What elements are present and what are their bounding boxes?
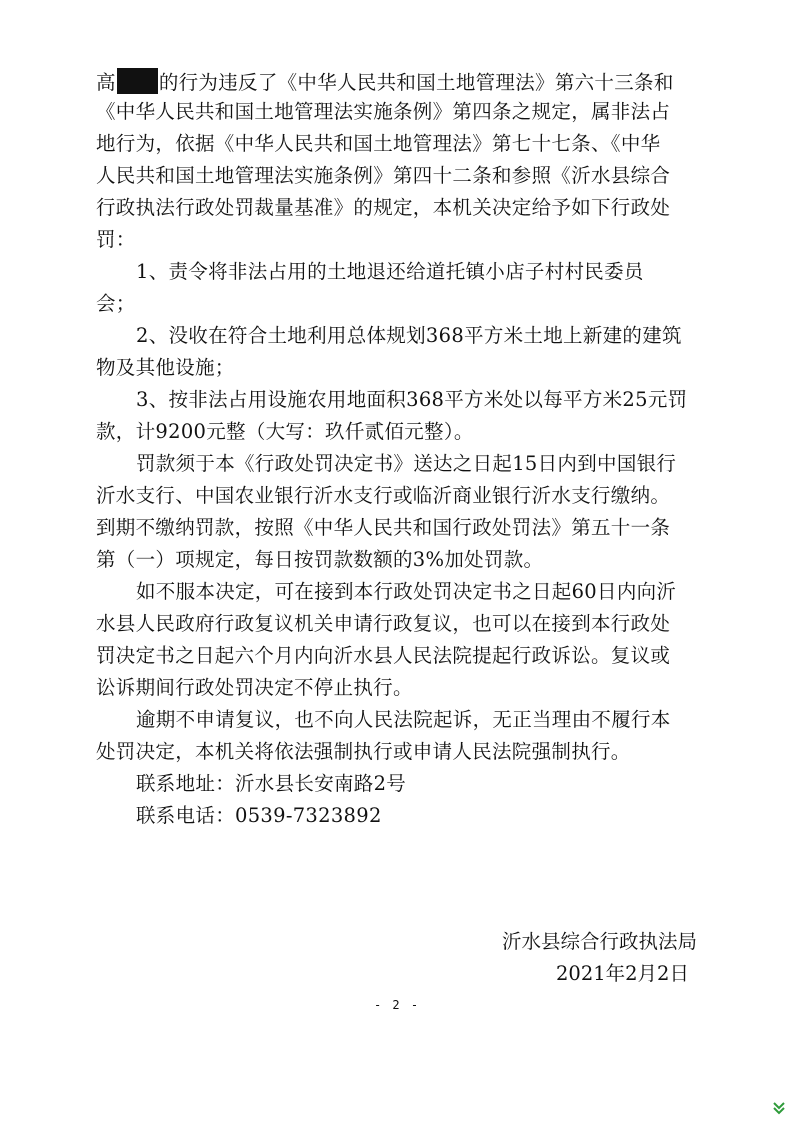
enforcement-paragraph-line-1: 逾期不申请复议，也不向人民法院起诉，无正当理由不履行本 [136, 708, 671, 731]
list-item-3-cont: 款，计9200元整（大写：玖仟贰佰元整）。 [96, 420, 474, 443]
page-number: - 2 - [373, 998, 421, 1012]
appeal-paragraph-line-4: 讼诉期间行政处罚决定不停止执行。 [96, 676, 413, 699]
paragraph-line-3: 地行为，依据《中华人民共和国土地管理法》第七十七条、《中华 [96, 132, 661, 155]
appeal-paragraph-line-2: 水县人民政府行政复议机关申请行政复议，也可以在接到本行政处 [96, 612, 671, 635]
paragraph-line-5: 行政执法行政处罚裁量基准》的规定，本机关决定给予如下行政处 [96, 196, 671, 219]
issue-date: 2021年2月2日 [556, 962, 689, 985]
payment-paragraph-line-2: 沂水支行、中国农业银行沂水支行或临沂商业银行沂水支行缴纳。 [96, 484, 671, 507]
issuing-organization: 沂水县综合行政执法局 [502, 930, 698, 953]
paragraph-line-1 [96, 68, 674, 95]
paragraph-line-2: 《中华人民共和国土地管理法实施条例》第四条之规定，属非法占 [96, 100, 671, 123]
enforcement-paragraph-line-2: 处罚决定，本机关将依法强制执行或申请人民法院强制执行。 [96, 740, 631, 763]
redaction-block [117, 68, 158, 94]
list-item-1-cont: 会； [96, 292, 136, 315]
list-item-2: 2、没收在符合土地利用总体规划368平方米土地上新建的建筑 [136, 324, 682, 347]
payment-paragraph-line-3: 到期不缴纳罚款，按照《中华人民共和国行政处罚法》第五十一条 [96, 516, 671, 539]
payment-paragraph-line-1: 罚款须于本《行政处罚决定书》送达之日起15日内到中国银行 [136, 452, 677, 475]
list-item-1: 1、责令将非法占用的土地退还给道托镇小店子村村民委员 [136, 260, 644, 283]
appeal-paragraph-line-3: 罚决定书之日起六个月内向沂水县人民法院提起行政诉讼。复议或 [96, 644, 671, 667]
contact-address: 联系地址：沂水县长安南路2号 [136, 772, 407, 795]
payment-paragraph-line-4: 第（一）项规定，每日按罚款数额的3%加处罚款。 [96, 548, 544, 571]
list-item-3: 3、按非法占用设施农用地面积368平方米处以每平方米25元罚 [136, 388, 688, 411]
list-item-2-cont: 物及其他设施； [96, 356, 235, 379]
paragraph-line-6: 罚： [96, 228, 136, 251]
appeal-paragraph-line-1: 如不服本决定，可在接到本行政处罚决定书之日起60日内向沂 [136, 580, 677, 603]
contact-phone: 联系电话：0539-7323892 [136, 804, 382, 827]
double-chevron-down-icon[interactable] [772, 1101, 786, 1115]
paragraph-line-4: 人民共和国土地管理法实施条例》第四十二条和参照《沂水县综合 [96, 164, 671, 187]
line-suffix: 的行为违反了《中华人民共和国土地管理法》第六十三条和 [158, 71, 674, 94]
line-prefix: 高 [96, 71, 116, 94]
